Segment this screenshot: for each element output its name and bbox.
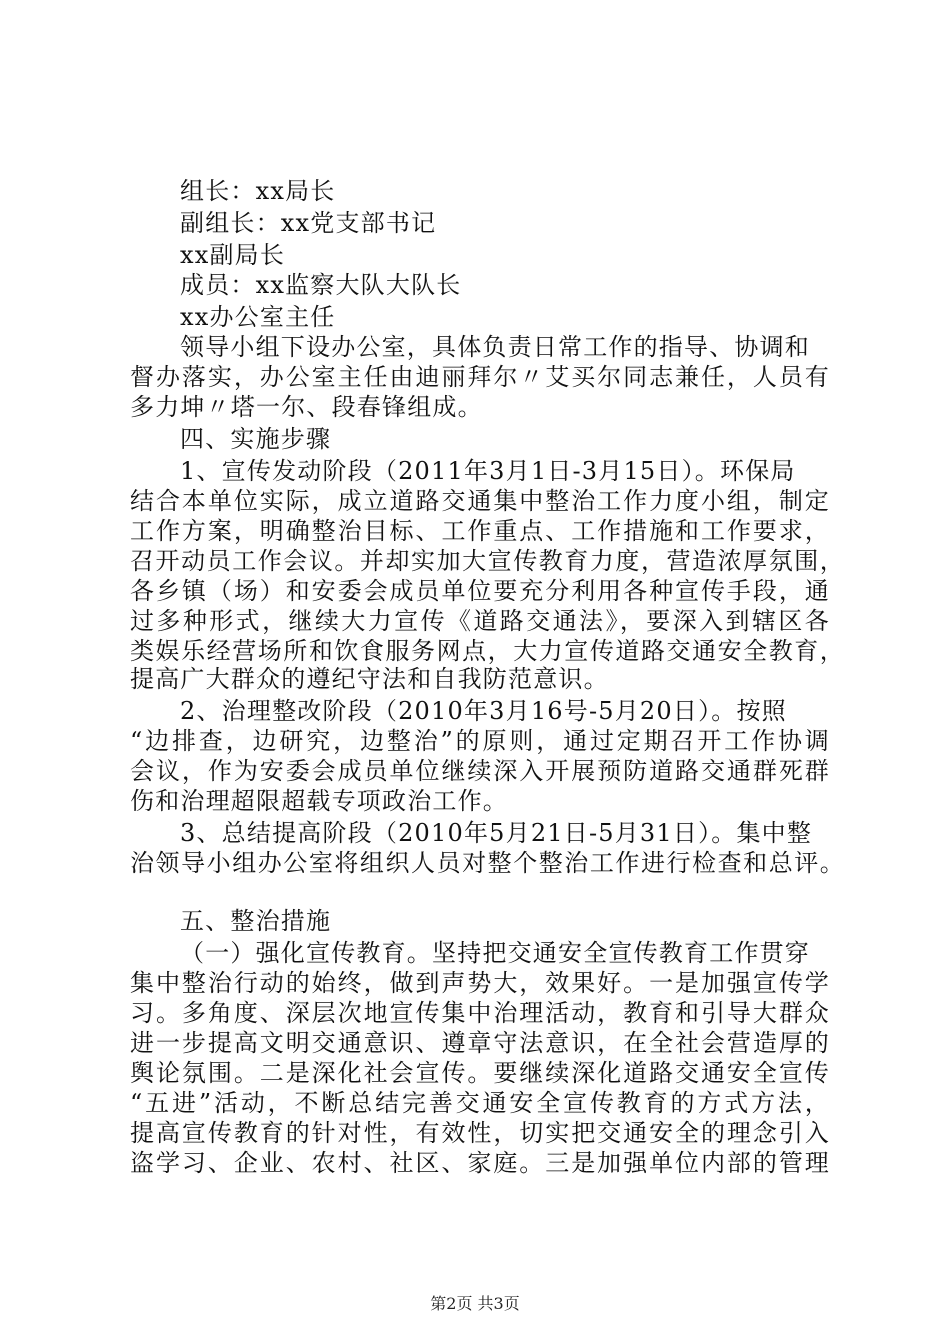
paragraph-line: 过多种形式，继续大力宣传《道路交通法》，要深入到辖区各 — [130, 607, 830, 635]
paragraph-line: 提高宣传教育的针对性，有效性，切实把交通安全的理念引入 — [130, 1119, 830, 1147]
paragraph-line: 提高广大群众的遵纪守法和自我防范意识。 — [130, 665, 609, 693]
paragraph-line: 类娱乐经营场所和饮食服务网点，大力宣传道路交通安全教育， — [130, 637, 845, 665]
paragraph-line: 1、宣传发动阶段（2011年3月1日-3月15日）。环保局 — [180, 457, 796, 485]
page-footer: 第2页 共3页 — [430, 1294, 520, 1313]
paragraph-line: 习。多角度、深层次地宣传集中治理活动，教育和引导大群众 — [130, 999, 830, 1027]
paragraph-line: 多力坤〃塔一尔、段春锋组成。 — [130, 393, 483, 421]
text-line: 成员：xx监察大队大队长 — [180, 271, 462, 299]
paragraph-line: 督办落实，办公室主任由迪丽拜尔〃艾买尔同志兼任，人员有 — [130, 363, 830, 391]
section-heading: 四、实施步骤 — [180, 425, 332, 453]
section-heading: 五、整治措施 — [180, 907, 332, 935]
paragraph-line: “边排查，边研究，边整治”的原则，通过定期召开工作协调 — [130, 727, 830, 755]
paragraph-line: 舆论氛围。二是深化社会宣传。要继续深化道路交通安全宣传 — [130, 1059, 830, 1087]
paragraph-line: 伤和治理超限超载专项政治工作。 — [130, 787, 508, 815]
paragraph-line: 结合本单位实际，成立道路交通集中整治工作力度小组，制定 — [130, 487, 830, 515]
paragraph-line: 召开动员工作会议。并却实加大宣传教育力度，营造浓厚氛围， — [130, 547, 845, 575]
paragraph-line: 治领导小组办公室将组织人员对整个整治工作进行检查和总评。 — [130, 849, 845, 877]
paragraph-line: 工作方案，明确整治目标、工作重点、工作措施和工作要求， — [130, 517, 830, 545]
paragraph-line: 各乡镇（场）和安委会成员单位要充分利用各种宣传手段，通 — [130, 577, 830, 605]
text-line: 组长：xx局长 — [180, 177, 336, 205]
text-line: xx办公室主任 — [180, 303, 336, 331]
paragraph-line: 集中整治行动的始终，做到声势大，效果好。一是加强宣传学 — [130, 969, 830, 997]
paragraph-line: 会议，作为安委会成员单位继续深入开展预防道路交通群死群 — [130, 757, 830, 785]
paragraph-line: 2、治理整改阶段（2010年3月16号-5月20日）。按照 — [180, 697, 787, 725]
text-line: xx副局长 — [180, 241, 286, 269]
paragraph-line: 盗学习、企业、农村、社区、家庭。三是加强单位内部的管理 — [130, 1149, 830, 1177]
paragraph-line: （一）强化宣传教育。坚持把交通安全宣传教育工作贯穿 — [180, 939, 810, 967]
paragraph-line: 进一步提高文明交通意识、遵章守法意识，在全社会营造厚的 — [130, 1029, 830, 1057]
paragraph-line: 3、总结提高阶段（2010年5月21日-5月31日）。集中整 — [180, 819, 813, 847]
text-line: 副组长：xx党支部书记 — [180, 209, 437, 237]
paragraph-line: “五进”活动，不断总结完善交通安全宣传教育的方式方法， — [130, 1089, 830, 1117]
paragraph-line: 领导小组下设办公室，具体负责日常工作的指导、协调和 — [180, 333, 810, 361]
